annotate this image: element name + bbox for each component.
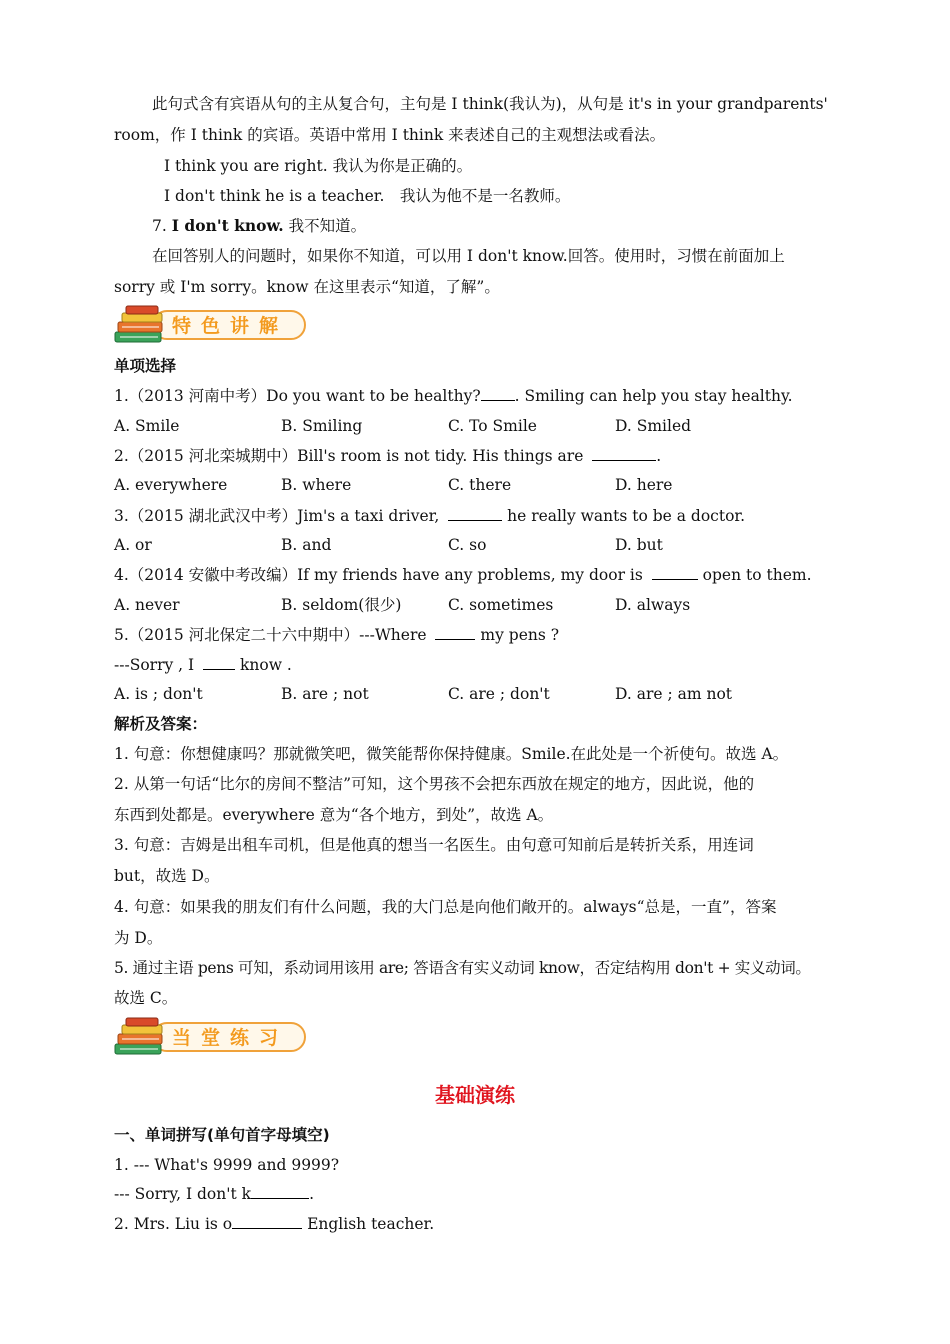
answer-blank (448, 506, 502, 521)
intro-paragraph-line: room，作 I think 的宾语。英语中常用 I think 来表述自己的主观想法或看法。 (114, 126, 666, 144)
option-c: C. there (448, 476, 512, 494)
option-c: C. sometimes (448, 596, 554, 614)
answer-blank (435, 625, 475, 640)
option-b: B. and (281, 536, 332, 554)
question-4: 4.（2014 安徽中考改编）If my friends have any problems, my door is open to them. (114, 566, 812, 584)
option-a: A. or (114, 536, 152, 554)
answer-line: 1. 句意：你想健康吗？那就微笑吧，微笑能帮你保持健康。Smile.在此处是一个祈使句。故选 A。 (114, 745, 789, 763)
banner-text: 当堂练习 (172, 1027, 289, 1049)
question-5: 5.（2015 河北保定二十六中期中）---Where my pens ? (114, 626, 560, 644)
usage-paragraph-line: 在回答别人的问题时，如果你不知道，可以用 I don't know.回答。使用时，习惯在前面加上 (152, 247, 785, 265)
option-c: C. are ; don't (448, 685, 550, 703)
item-7-phrase: I don't know. (171, 216, 284, 235)
answer-line: but，故选 D。 (114, 867, 220, 885)
answer-blank (251, 1184, 309, 1199)
option-b: B. seldom(很少) (281, 596, 402, 614)
question-2: 2.（2015 河北栾城期中）Bill's room is not tidy. His things are . (114, 447, 662, 465)
answer-line: 东西到处都是。everywhere 意为“各个地方，到处”，故选 A。 (114, 806, 554, 824)
answer-line: 5. 通过主语 pens 可知，系动词用该用 are; 答语含有实义动词 know，否定结构用 don't + 实义动词。 (114, 959, 811, 977)
option-b: B. where (281, 476, 352, 494)
section-banner-practice (112, 1014, 312, 1062)
spelling-question-2: 2. Mrs. Liu is o English teacher. (114, 1215, 435, 1233)
answer-blank (203, 655, 235, 670)
banner-text: 特色讲解 (172, 315, 289, 337)
spelling-question-1: 1. --- What's 9999 and 9999? (114, 1156, 340, 1174)
option-a: A. everywhere (114, 476, 228, 494)
answer-line: 3. 句意：吉姆是出租车司机，但是他真的想当一名医生。由句意可知前后是转折关系，用连词 (114, 836, 754, 854)
option-d: D. but (615, 536, 663, 554)
usage-paragraph-line: sorry 或 I'm sorry。know 在这里表示“知道，了解”。 (114, 278, 500, 296)
answer-blank (232, 1214, 302, 1229)
option-c: C. To Smile (448, 417, 537, 435)
answer-line: 故选 C。 (114, 989, 178, 1007)
example-sentence: I think you are right. 我认为你是正确的。 (164, 157, 473, 175)
answer-line: 2. 从第一句话“比尔的房间不整洁”可知，这个男孩不会把东西放在规定的地方，因此说，他的 (114, 775, 755, 793)
question-5-reply: ---Sorry , I know . (114, 656, 292, 674)
books-icon (112, 1014, 174, 1062)
item-7 (152, 216, 366, 236)
answers-heading: 解析及答案： (114, 715, 208, 733)
answer-blank (592, 446, 656, 461)
section-title: 基础演练 (435, 1083, 515, 1107)
intro-paragraph-line: 此句式含有宾语从句的主从复合句，主句是 I think(我认为)，从句是 it's in your grandparents' (152, 95, 828, 113)
spelling-question-1-reply: --- Sorry, I don't k . (114, 1185, 314, 1203)
option-a: A. is ; don't (114, 685, 203, 703)
question-3: 3.（2015 湖北武汉中考）Jim's a taxi driver, he really wants to be a doctor. (114, 507, 746, 525)
books-icon (112, 302, 174, 350)
option-a: A. never (114, 596, 180, 614)
spelling-heading: 一、单词拼写(单句首字母填空) (114, 1126, 330, 1144)
mcq-heading: 单项选择 (114, 357, 177, 375)
answer-blank (652, 565, 698, 580)
answer-blank (481, 386, 515, 401)
option-d: D. here (615, 476, 673, 494)
option-d: D. are ; am not (615, 685, 733, 703)
item-7-number: 7. (152, 217, 167, 235)
option-b: B. Smiling (281, 417, 363, 435)
section-banner-features (112, 302, 312, 350)
question-1: 1.（2013 河南中考）Do you want to be healthy? . Smiling can help you stay healthy. (114, 387, 793, 405)
option-d: D. always (615, 596, 691, 614)
answer-line: 为 D。 (114, 929, 163, 947)
example-sentence: I don't think he is a teacher. 我认为他不是一名教师。 (164, 187, 571, 205)
answer-line: 4. 句意：如果我的朋友们有什么问题，我的大门总是向他们敞开的。always“总是，一直”，答案 (114, 898, 777, 916)
option-b: B. are ; not (281, 685, 369, 703)
item-7-meaning: 我不知道。 (283, 217, 367, 235)
option-a: A. Smile (114, 417, 180, 435)
option-d: D. Smiled (615, 417, 692, 435)
option-c: C. so (448, 536, 487, 554)
